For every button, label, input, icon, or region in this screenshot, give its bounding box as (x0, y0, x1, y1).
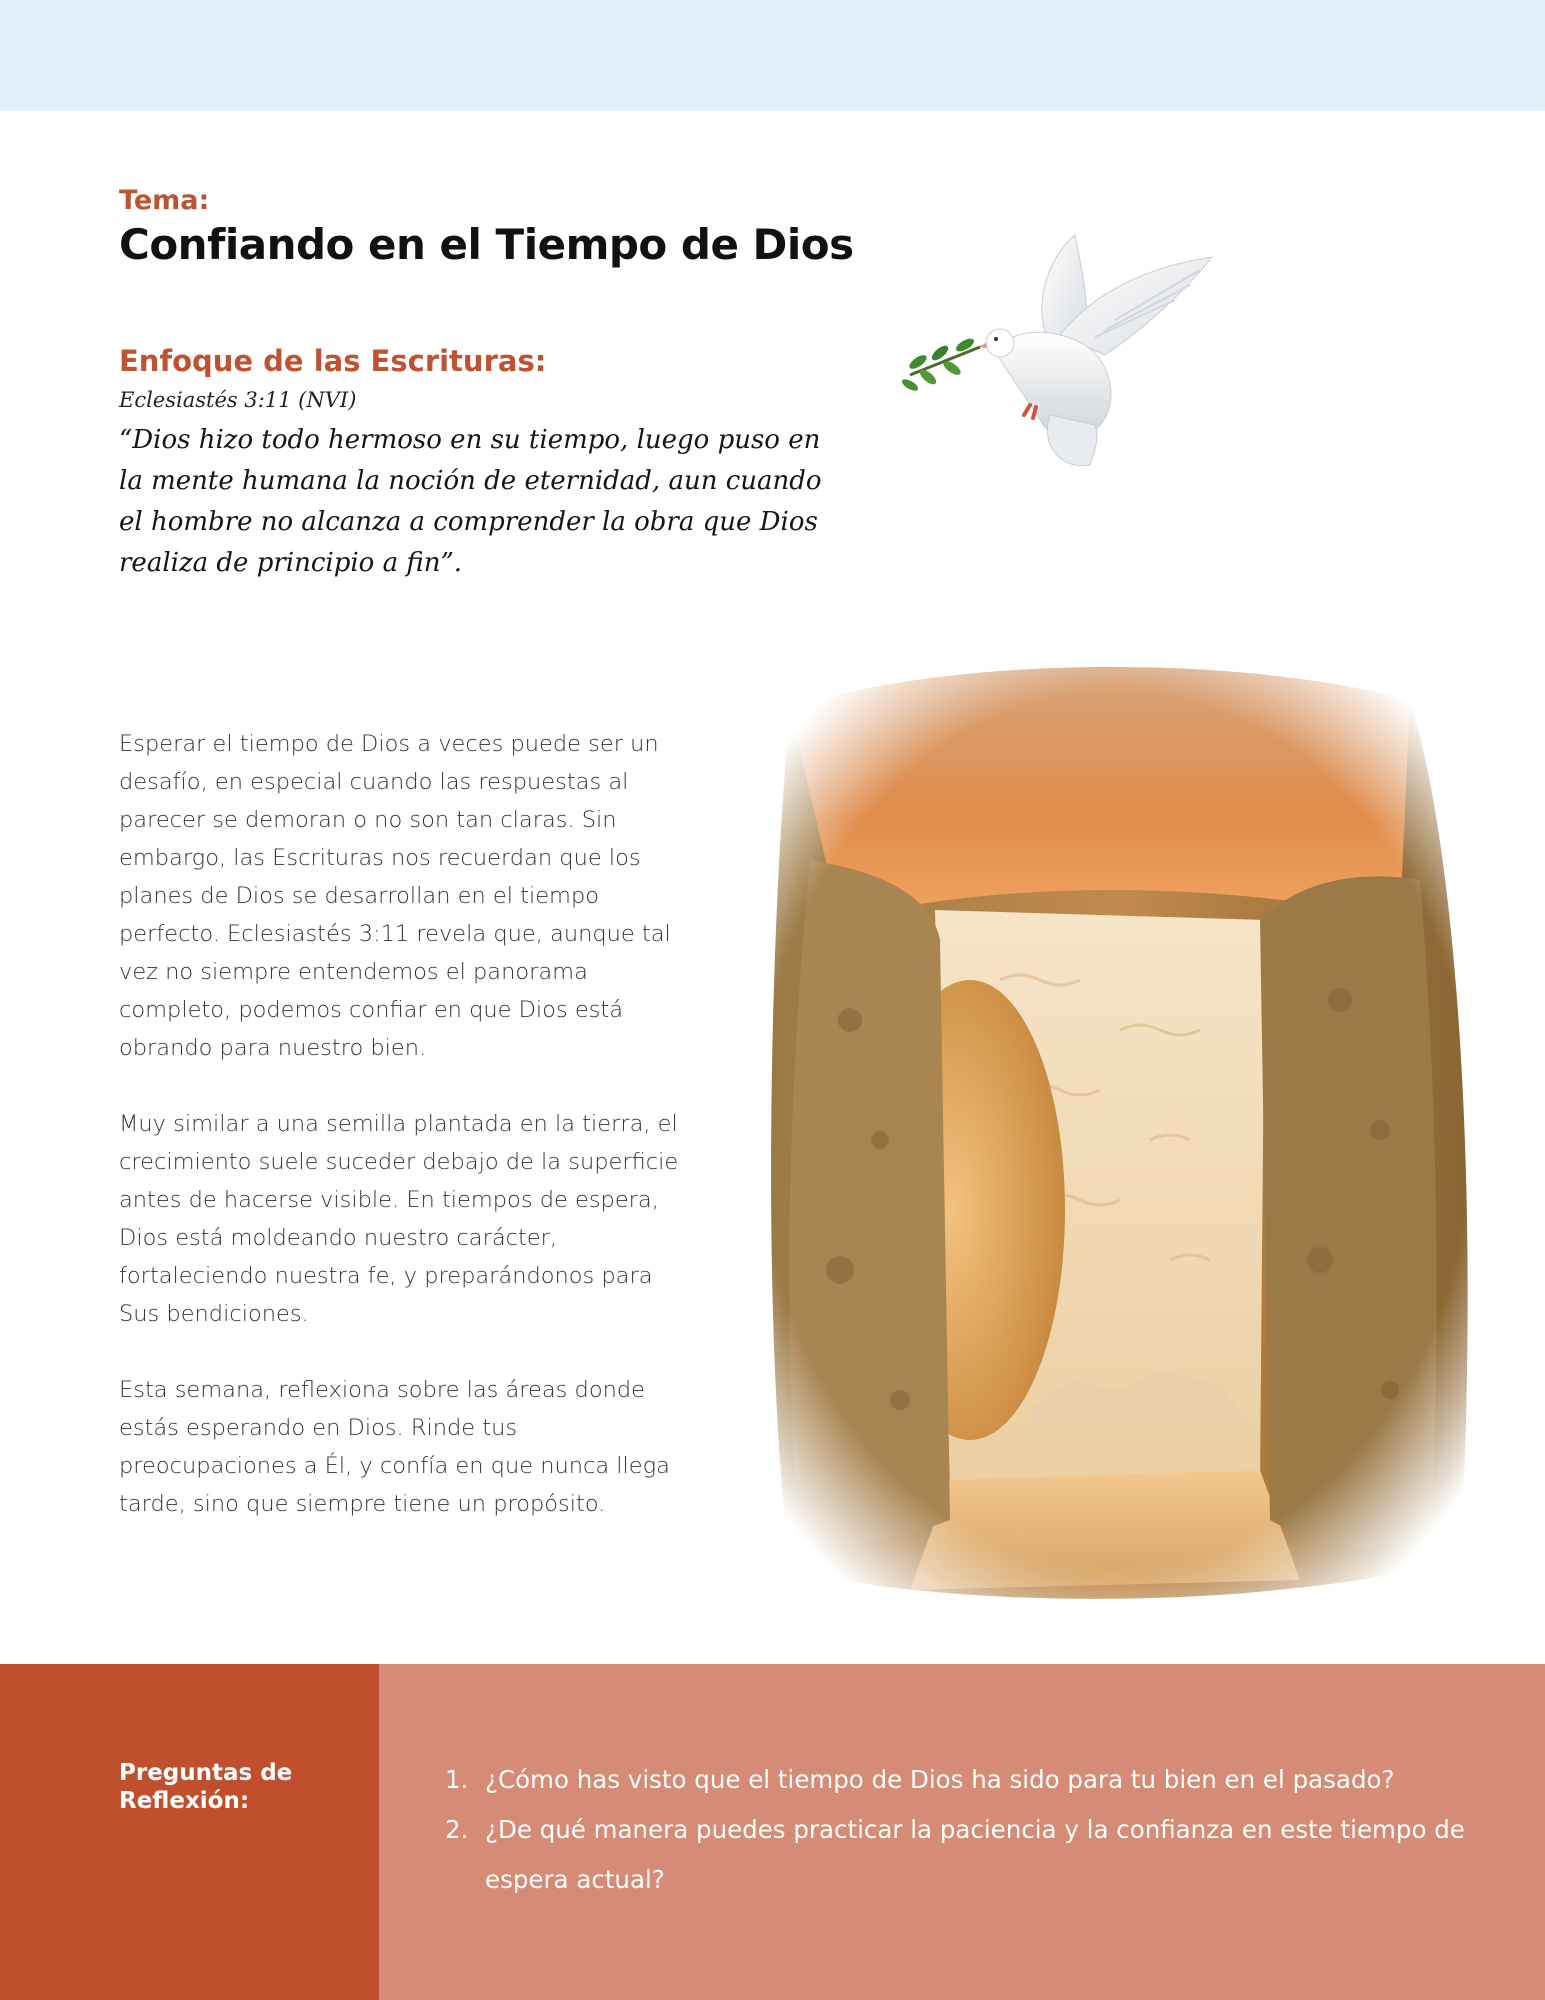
scripture-reference: Eclesiastés 3:11 (NVI) (119, 388, 357, 412)
reflection-label: Preguntas de Reflexión: (119, 1760, 293, 1814)
tomb-illustration (700, 620, 1530, 1640)
question-number: 1. (445, 1765, 469, 1794)
body-paragraph: Esta semana, reflexiona sobre las áreas donde estás esperando en Dios. Rinde tus preocupaciones a Él, y confía en que nunca llega tarde, sino que siempre tiene un propósito. (119, 1377, 670, 1517)
question-text: ¿De qué manera puedes practicar la paciencia y la confianza en este tiempo de espera actual? (485, 1815, 1465, 1894)
scripture-quote: “Dios hizo todo hermoso en su tiempo, luego puso en la mente humana la noción de eternidad, aun cuando el hombre no alcanza a comprender la obra que Dios realiza de principio a fin”. (119, 425, 822, 578)
question-number: 2. (445, 1815, 469, 1844)
body-paragraph: Muy similar a una semilla plantada en la tierra, el crecimiento suele suceder debajo de la superficie antes de hacerse visible. En tiempos de espera, Dios está moldeando nuestro carácter, fortaleciendo nuestra fe, y preparándonos para Sus bendiciones. (119, 1111, 679, 1327)
topic-label: Tema: (119, 185, 210, 216)
dove-illustration (900, 225, 1230, 485)
page-title: Confiando en el Tiempo de Dios (119, 220, 854, 269)
top-banner (0, 0, 1545, 111)
scripture-focus-label: Enfoque de las Escrituras: (119, 344, 547, 378)
body-text (119, 725, 689, 1561)
body-paragraph: Esperar el tiempo de Dios a veces puede ser un desafío, en especial cuando las respuestas al parecer se demoran o no son tan claras. Sin embargo, las Escrituras nos recuerdan que los planes de Dios se desarrollan en el tiempo perfecto. Eclesiastés 3:11 revela que, aunque tal vez no siempre entendemos el panorama completo, podemos confiar en que Dios está obrando para nuestro bien. (119, 731, 671, 1061)
question-item (440, 1755, 1470, 1805)
reflection-questions-list (440, 1755, 1470, 1905)
reflection-label-panel (0, 1664, 379, 2000)
question-item (440, 1805, 1470, 1905)
question-text: ¿Cómo has visto que el tiempo de Dios ha sido para tu bien en el pasado? (485, 1765, 1395, 1794)
